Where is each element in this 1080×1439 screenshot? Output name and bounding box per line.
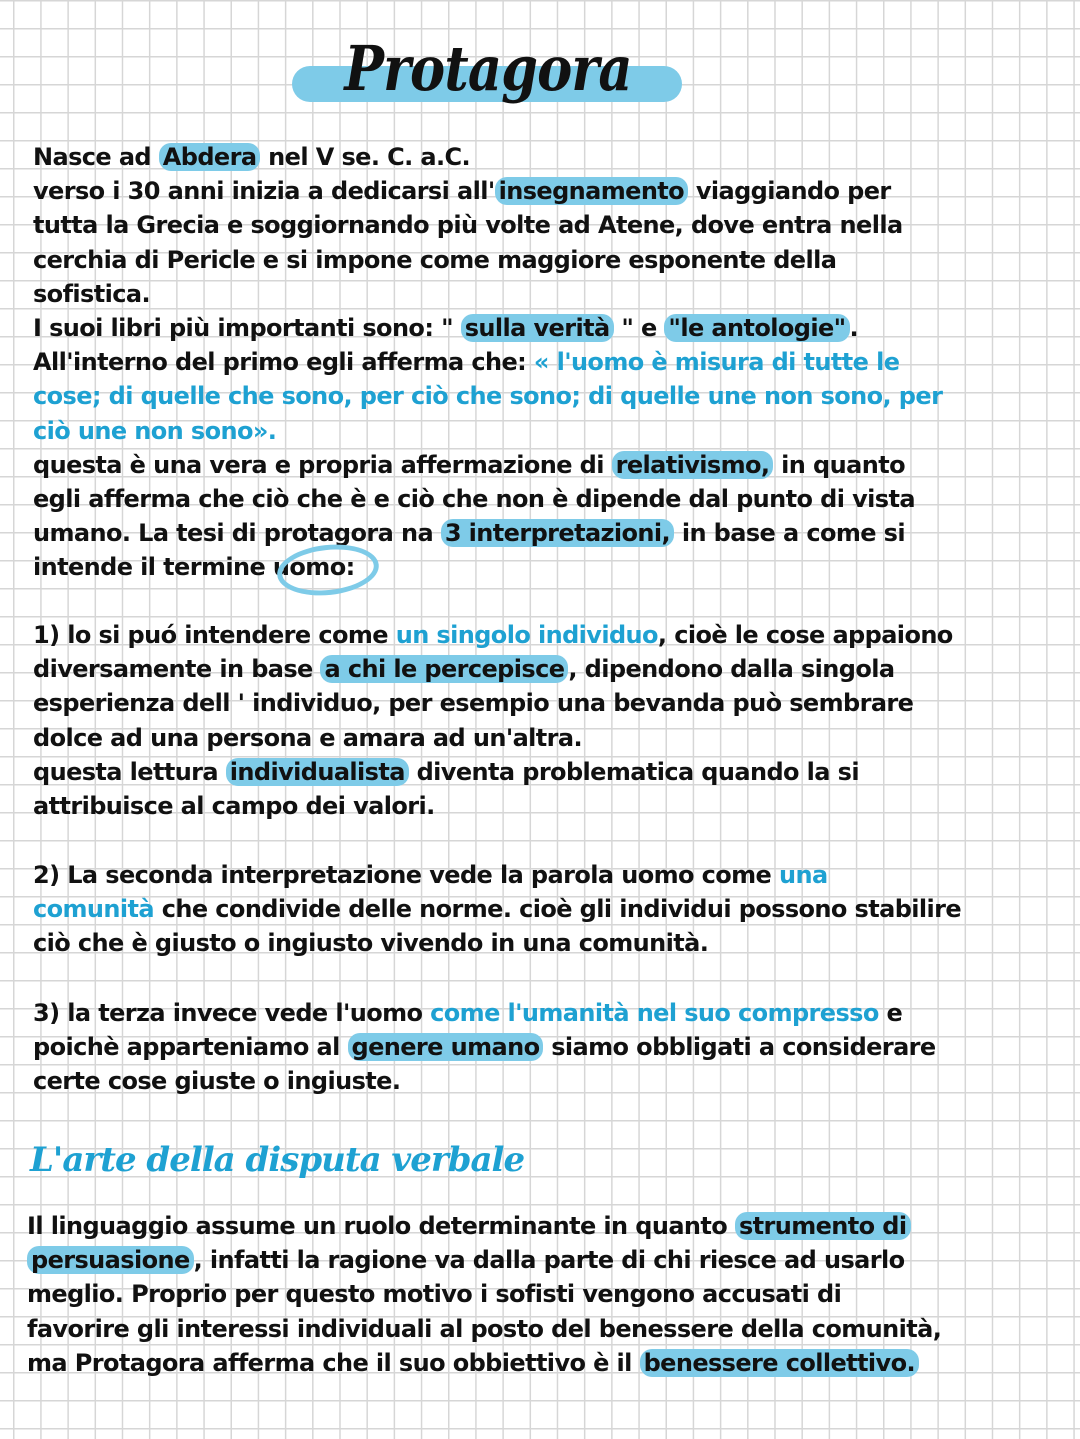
text-line	[33, 550, 1043, 584]
text-segment: dolce ad una persona e amara ad un'altra.	[33, 723, 583, 752]
highlighted-term: genere umano	[348, 1033, 544, 1061]
text-line	[33, 379, 1043, 413]
text-line	[33, 277, 1043, 311]
text-segment: .	[849, 313, 859, 342]
accent-text: un singolo individuo	[395, 621, 658, 649]
text-line	[33, 516, 1043, 550]
text-segment: 3) la terza invece vede l'uomo	[33, 999, 431, 1027]
text-line	[27, 1209, 1037, 1243]
text-segment: diventa problematica quando la si	[408, 757, 859, 786]
text-line	[33, 345, 1043, 379]
text-segment: verso i 30 anni inizia a dedicarsi all'	[33, 177, 495, 206]
text-line	[33, 1030, 1043, 1064]
text-segment: viaggiando per	[688, 177, 891, 206]
section-subtitle: L'arte della disputa verbale	[30, 1140, 525, 1180]
text-segment: questa lettura	[33, 757, 226, 786]
interpretation-1	[33, 618, 1043, 823]
text-line	[33, 1064, 1043, 1098]
interpretation-3	[33, 996, 1043, 1099]
interpretation-2	[33, 858, 1043, 961]
text-line	[33, 996, 1043, 1030]
highlighted-term: strumento di	[735, 1212, 911, 1240]
text-segment: siamo obbligati a considerare	[543, 1033, 936, 1062]
text-line	[27, 1312, 1037, 1346]
text-line	[33, 721, 1043, 755]
highlighted-term: a chi le percepisce	[320, 655, 568, 683]
text-line	[33, 140, 1043, 174]
text-segment: tutta la Grecia e soggiornando più volte ad Atene, dove entra nella	[33, 211, 903, 240]
text-line	[33, 926, 1043, 960]
text-segment: ma Protagora afferma che il suo obbiettivo è il	[27, 1348, 640, 1377]
highlighted-term: benessere collettivo.	[640, 1349, 919, 1377]
accent-text: comunità	[33, 895, 154, 924]
text-segment: che condivide delle norme. cioè gli individui possono stabilire	[154, 895, 962, 924]
text-segment: 1) lo si puó intendere come	[33, 621, 396, 649]
text-segment: egli afferma che ciò che è e ciò che non è dipende dal punto di vista	[33, 484, 915, 513]
text-line	[33, 618, 1043, 652]
text-segment: questa è una vera e propria affermazione di	[33, 450, 612, 479]
text-segment: cerchia di Pericle e si impone come maggiore esponente della	[33, 245, 837, 274]
highlighted-term: individualista	[226, 758, 409, 786]
highlighted-term: Abdera	[159, 143, 261, 171]
text-segment: in quanto	[773, 450, 905, 479]
text-line	[27, 1243, 1037, 1277]
text-segment: umano. La tesi di protagora na	[33, 519, 441, 548]
text-line	[33, 789, 1043, 823]
text-segment: in base a come si	[674, 519, 905, 548]
text-segment: sofistica.	[33, 279, 150, 308]
text-line	[33, 208, 1043, 242]
text-line	[33, 414, 1043, 448]
text-segment: , infatti la ragione va dalla parte di chi riesce ad usarlo	[193, 1246, 905, 1275]
intro-paragraph	[33, 140, 1043, 584]
highlighted-term: persuasione	[27, 1246, 194, 1274]
text-segment: I suoi libri più importanti sono: "	[33, 313, 461, 342]
text-segment: ciò che è giusto o ingiusto vivendo in una comunità.	[33, 929, 709, 958]
accent-text: ciò une non sono».	[33, 416, 277, 445]
accent-text: come l'umanità nel suo compresso	[430, 999, 879, 1027]
text-line	[33, 686, 1043, 720]
text-segment: intende il termine uomo:	[33, 553, 355, 582]
text-line	[33, 755, 1043, 789]
text-segment: e	[878, 999, 903, 1027]
text-segment: attribuisce al campo dei valori.	[33, 791, 435, 820]
text-segment: diversamente in base	[33, 655, 321, 684]
text-line	[33, 174, 1043, 208]
text-segment: certe cose giuste o ingiuste.	[33, 1067, 401, 1096]
text-segment: 2) La seconda interpretazione vede la parola uomo come	[33, 861, 779, 889]
text-segment: nel V se. C. a.C.	[260, 143, 471, 171]
highlighted-term: "le antologie"	[664, 314, 849, 342]
text-line	[27, 1346, 1037, 1380]
text-line	[27, 1277, 1037, 1311]
text-segment: All'interno del primo egli afferma che:	[33, 348, 534, 377]
text-line	[33, 243, 1043, 277]
text-segment: , dipendono dalla singola	[568, 655, 895, 684]
accent-text: « l'uomo è misura di tutte le	[533, 348, 900, 377]
highlighted-term: sulla verità	[461, 314, 614, 342]
text-segment: favorire gli interessi individuali al posto del benessere della comunità,	[27, 1314, 942, 1343]
text-segment: Nasce ad	[33, 143, 159, 171]
text-line	[33, 652, 1043, 686]
highlighted-term: relativismo,	[612, 451, 774, 479]
text-line	[33, 311, 1043, 345]
text-segment: meglio. Proprio per questo motivo i sofisti vengono accusati di	[27, 1280, 842, 1309]
text-segment: esperienza dell ' individuo, per esempio una bevanda può sembrare	[33, 689, 914, 718]
text-line	[33, 858, 1043, 892]
page-title-block	[292, 30, 684, 120]
text-segment: , cioè le cose appaiono	[657, 621, 953, 649]
text-segment: " e	[613, 313, 665, 342]
highlighted-term: insegnamento	[495, 177, 688, 205]
text-line	[33, 482, 1043, 516]
text-line	[33, 892, 1043, 926]
accent-text: una	[779, 861, 828, 889]
accent-text: cose; di quelle che sono, per ciò che sono; di quelle une non sono, per	[33, 382, 943, 411]
text-segment: Il linguaggio assume un ruolo determinante in quanto	[27, 1212, 735, 1240]
highlighted-term: 3 interpretazioni,	[441, 519, 674, 547]
text-line	[33, 448, 1043, 482]
page-title: Protagora	[344, 32, 632, 105]
text-segment: poichè apparteniamo al	[33, 1033, 348, 1062]
section-2-paragraph	[27, 1209, 1037, 1380]
